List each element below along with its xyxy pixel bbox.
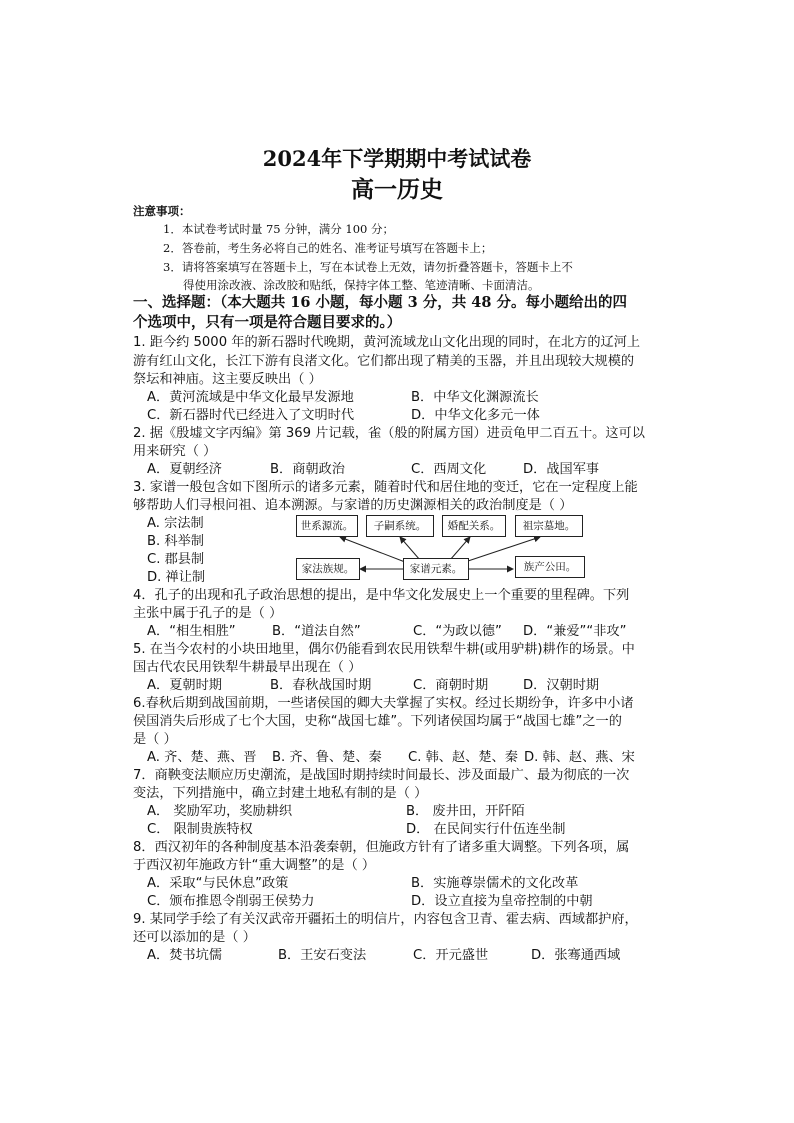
option-a: A. 宗法制 (147, 516, 204, 531)
question-text: 4．孔子的出现和孔子政治思想的提出，是中华文化发展史上一个重要的里程碑。下列 (133, 588, 630, 603)
option-c: C．开元盛世 (413, 948, 489, 963)
option-c: C． 限制贵族特权 (147, 822, 253, 837)
question-text: 够帮助人们寻根问祖、追本溯源。与家谱的历史渊源相关的政治制度是（ ） (133, 498, 573, 513)
section-heading: 一、选择题：（本大题共 16 小题，每小题 3 分，共 48 分。每小题给出的四 (133, 294, 627, 311)
question-text: 5. 在当今农村的小块田地里，偶尔仍能看到农民用铁犁牛耕(或用驴耕)耕作的场景。中 (133, 642, 635, 657)
option-c: C．新石器时代已经进入了文明时代 (147, 408, 355, 423)
option-a: A．焚书坑儒 (147, 948, 222, 963)
option-a: A．夏朝经济 (147, 462, 222, 477)
exam-subtitle: 高一历史 (351, 176, 443, 203)
option-d: D．张骞通西域 (531, 948, 621, 963)
option-d: D．设立直接为皇帝控制的中朝 (411, 894, 593, 909)
option-d: D. 禅让制 (147, 570, 206, 585)
question-text: 9. 某同学手绘了有关汉武帝开疆拓土的明信片，内容包含卫青、霍去病、西域都护府， (133, 912, 638, 927)
option-b: B． 废井田，开阡陌 (406, 804, 525, 819)
diagram-node-center: 家谱元素。 (403, 558, 469, 580)
option-d: D． 在民间实行什伍连坐制 (406, 822, 566, 837)
question-text: 侯国消失后形成了七个大国，史称“战国七雄”。下列诸侯国均属于“战国七雄”之一的 (133, 714, 622, 729)
question-text: 2. 据《殷墟文字丙编》第 369 片记载，雀（般的附属方国）进贡龟甲二百五十。这可以 (133, 426, 645, 441)
option-b: B. 齐、鲁、楚、秦 (272, 750, 382, 765)
option-d: D．汉朝时期 (523, 678, 600, 693)
option-c: C. 郡县制 (147, 552, 205, 567)
question-text: 7．商鞅变法顺应历史潮流，是战国时期持续时间最长、涉及面最广、最为彻底的一次 (133, 768, 630, 783)
notes-item: 1．本试卷考试时量 75 分钟，满分 100 分； (163, 222, 395, 236)
option-b: B. 科举制 (147, 534, 204, 549)
diagram-node-clan-property: 族产公田。 (515, 556, 585, 578)
notes-item: 3．请将答案填写在答题卡上，写在本试卷上无效，请勿折叠答题卡，答题卡上不 (163, 260, 573, 274)
question-text: 3. 家谱一般包含如下图所示的诸多元素，随着时代和居住地的变迁，它在一定程度上能 (133, 480, 638, 495)
option-b: B．商朝政治 (270, 462, 345, 477)
question-text: 还可以添加的是（ ） (133, 930, 256, 945)
option-c: C．西周文化 (411, 462, 487, 477)
option-a: A． 奖励军功，奖励耕织 (147, 804, 293, 819)
option-d: D. 韩、赵、燕、宋 (524, 750, 635, 765)
option-c: C．“为政以德” (413, 624, 502, 639)
option-a: A．采取“与民休息”政策 (147, 876, 289, 891)
option-b: B．实施尊崇儒术的文化改革 (411, 876, 579, 891)
diagram-node-clan-rules: 家法族规。 (296, 558, 360, 580)
question-text: 于西汉初年施政方针“重大调整”的是（ ） (133, 858, 376, 873)
option-a: A．黄河流域是中华文化最早发源地 (147, 390, 354, 405)
diagram-node-descendants: 子嗣系统。 (366, 515, 434, 537)
diagram-node-ancestral-tombs: 祖宗墓地。 (515, 515, 583, 537)
question-text: 游有红山文化，长江下游有良渚文化。它们都出现了精美的玉器，并且出现较大规模的 (133, 354, 635, 369)
option-c: C．商朝时期 (413, 678, 489, 693)
option-c: C．颁布推恩令削弱王侯势力 (147, 894, 315, 909)
question-text: 用来研究（ ） (133, 444, 217, 459)
notes-item: 2．答卷前，考生务必将自己的姓名、准考证号填写在答题卡上； (163, 241, 493, 255)
option-c: C. 韩、赵、楚、秦 (408, 750, 518, 765)
question-text: 6.春秋后期到战国前期，一些诸侯国的卿大夫掌握了实权。经过长期纷争，许多中小诸 (133, 696, 634, 711)
option-b: B．中华文化渊源流长 (411, 390, 539, 405)
option-d: D．中华文化多元一体 (411, 408, 540, 423)
option-a: A．夏朝时期 (147, 678, 222, 693)
diagram-node-marriage: 婚配关系。 (442, 515, 506, 537)
option-d: D．战国军事 (523, 462, 600, 477)
option-b: B．春秋战国时期 (270, 678, 372, 693)
question-text: 国古代农民用铁犁牛耕最早出现在（ ） (133, 660, 362, 675)
exam-title: 2024年下学期期中考试试卷 (262, 146, 532, 171)
question-text: 主张中属于孔子的是（ ） (133, 606, 283, 621)
section-heading: 个选项中，只有一项是符合题目要求的。） (133, 314, 402, 331)
question-text: 1. 距今约 5000 年的新石器时代晚期，黄河流域龙山文化出现的同时，在北方的辽河上 (133, 335, 641, 350)
option-a: A. 齐、楚、燕、晋 (147, 750, 257, 765)
option-a: A．“相生相胜” (147, 624, 236, 639)
question-text: 是（ ） (133, 732, 177, 747)
option-b: B．王安石变法 (278, 948, 367, 963)
question-text: 祭坛和神庙。这主要反映出（ ） (133, 372, 322, 387)
notes-heading: 注意事项： (133, 204, 191, 218)
question-text: 8．西汉初年的各种制度基本沿袭秦朝，但施政方针有了诸多重大调整。下列各项，属 (133, 840, 630, 855)
notes-item: 得使用涂改液、涂改胶和贴纸，保持字体工整、笔迹清晰、卡面清洁。 (183, 278, 540, 292)
question-text: 变法，下列措施中，确立封建土地私有制的是（ ） (133, 786, 428, 801)
option-b: B．“道法自然” (272, 624, 361, 639)
diagram-node-lineage: 世系源流。 (296, 515, 358, 537)
option-d: D．“兼爱”“非攻” (523, 624, 627, 639)
